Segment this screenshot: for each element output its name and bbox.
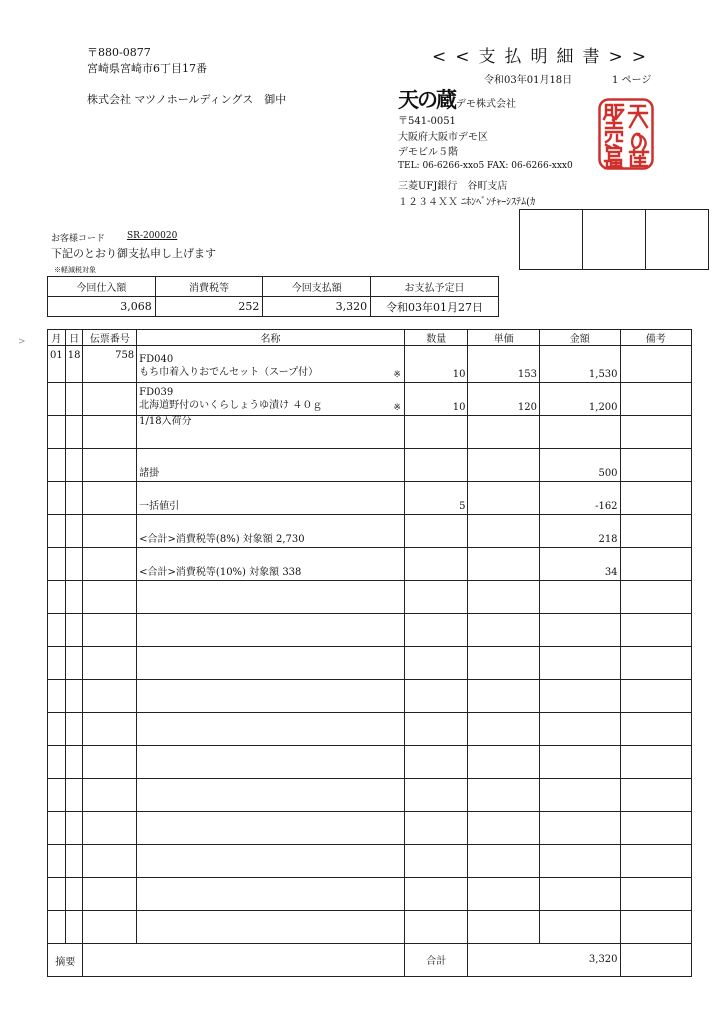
row-item-name: 諸掛	[137, 449, 405, 482]
row-amount	[540, 416, 621, 449]
side-mark: >	[18, 337, 26, 347]
customer-code-label: お客様コード	[51, 234, 106, 244]
row-slip-number	[83, 482, 137, 515]
row-item-code: FD039	[139, 387, 174, 398]
sender-account: １２３４ＸＸ ﾆﾎﾝﾍﾞﾝﾁｬｰｼｽﾃﾑ(ｶ	[398, 197, 536, 208]
payment-message: 下記のとおり御支払申し上げます	[51, 247, 216, 260]
row-day	[65, 449, 83, 482]
row-month	[48, 416, 66, 449]
row-quantity	[404, 548, 468, 581]
row-slip-number: 758	[83, 346, 137, 383]
sender-bank: 三菱UFJ銀行 谷町支店	[398, 181, 508, 192]
row-quantity	[404, 449, 468, 482]
recipient-company: 株式会社 マツノホールディングス 御中	[87, 93, 287, 106]
header-unit-price: 単価	[468, 330, 540, 346]
company-seal-stamp	[598, 98, 654, 170]
empty-row	[48, 647, 692, 680]
row-quantity	[404, 515, 468, 548]
row-item-name: <合計>消費税等(8%) 対象額 2,730	[137, 515, 405, 548]
row-remarks	[620, 482, 691, 515]
row-unit-price	[468, 482, 540, 515]
row-unit-price: 120	[468, 383, 540, 416]
table-row	[48, 449, 692, 482]
row-slip-number	[83, 416, 137, 449]
empty-row	[48, 878, 692, 911]
total-label: 合計	[404, 944, 468, 977]
sender-company: デモ株式会社	[456, 99, 516, 110]
total-remarks	[620, 944, 691, 977]
empty-row	[48, 713, 692, 746]
header-slip-number: 伝票番号	[83, 330, 137, 346]
header-month: 月	[48, 330, 66, 346]
row-remarks	[620, 515, 691, 548]
row-quantity: 10	[404, 383, 468, 416]
reduced-tax-mark: ※	[393, 403, 401, 413]
row-month	[48, 515, 66, 548]
row-month	[48, 548, 66, 581]
empty-row	[48, 746, 692, 779]
tax-amount: 252	[155, 297, 263, 317]
scheduled-payment-date: 令和03年01月27日	[371, 297, 499, 317]
empty-row	[48, 680, 692, 713]
reduced-tax-note: ※軽減税対象	[54, 266, 96, 274]
page-number: 1 ページ	[612, 75, 652, 86]
row-month: 01	[48, 346, 66, 383]
document-title: <<支払明細書>>	[432, 47, 655, 67]
row-month	[48, 449, 66, 482]
row-unit-price	[468, 515, 540, 548]
sender-postal: 〒541-0051	[398, 116, 456, 127]
empty-row	[48, 911, 692, 944]
summary-header: 今回仕入額	[48, 277, 156, 297]
company-logo: 天の蔵	[398, 88, 455, 112]
row-remarks	[620, 449, 691, 482]
empty-row	[48, 812, 692, 845]
row-item-name	[137, 383, 405, 416]
row-item-name	[137, 346, 405, 383]
row-unit-price	[468, 449, 540, 482]
row-amount: -162	[540, 482, 621, 515]
summary-header: 今回支払額	[263, 277, 371, 297]
row-slip-number	[83, 548, 137, 581]
row-month	[48, 482, 66, 515]
row-item-code: 1/18入荷分	[139, 416, 192, 427]
stamp-box	[520, 210, 583, 270]
sender-address2: デモビル５階	[398, 147, 458, 158]
row-quantity: 5	[404, 482, 468, 515]
table-row	[48, 515, 692, 548]
row-day: 18	[65, 346, 83, 383]
row-unit-price: 153	[468, 346, 540, 383]
row-item-description: もち巾着入りおでんセット（スープ付）	[139, 367, 319, 378]
row-remarks	[620, 416, 691, 449]
stamp-box	[646, 210, 709, 270]
row-unit-price	[468, 548, 540, 581]
header-item-name: 名称	[137, 330, 405, 346]
table-row	[48, 416, 692, 449]
total-amount: 3,320	[468, 944, 620, 977]
purchase-amount: 3,068	[48, 297, 156, 317]
payment-amount: 3,320	[263, 297, 371, 317]
recipient-postal: 〒880-0877	[87, 46, 151, 59]
payment-summary	[47, 276, 499, 317]
row-amount: 500	[540, 449, 621, 482]
sender-address1: 大阪府大阪市デモ区	[398, 132, 488, 143]
row-day	[65, 515, 83, 548]
row-month	[48, 383, 66, 416]
row-slip-number	[83, 515, 137, 548]
empty-row	[48, 845, 692, 878]
row-amount: 34	[540, 548, 621, 581]
row-amount: 1,530	[540, 346, 621, 383]
table-row	[48, 482, 692, 515]
row-day	[65, 416, 83, 449]
table-row	[48, 346, 692, 383]
reduced-tax-mark: ※	[393, 370, 401, 380]
row-amount: 1,200	[540, 383, 621, 416]
remarks-value	[83, 944, 404, 977]
empty-row	[48, 614, 692, 647]
empty-row	[48, 581, 692, 614]
approval-stamp-boxes	[519, 209, 709, 270]
row-remarks	[620, 346, 691, 383]
row-remarks	[620, 383, 691, 416]
row-item-name	[137, 416, 405, 449]
table-row	[48, 383, 692, 416]
row-slip-number	[83, 383, 137, 416]
row-item-name: <合計>消費税等(10%) 対象額 338	[137, 548, 405, 581]
header-day: 日	[65, 330, 83, 346]
payment-detail-table	[47, 329, 692, 977]
header-quantity: 数量	[404, 330, 468, 346]
recipient-address: 宮崎県宮崎市6丁目17番	[87, 62, 207, 75]
row-remarks	[620, 548, 691, 581]
row-slip-number	[83, 449, 137, 482]
row-amount: 218	[540, 515, 621, 548]
table-footer	[48, 944, 692, 977]
remarks-label: 摘要	[48, 944, 83, 977]
header-remarks: 備考	[620, 330, 691, 346]
row-unit-price	[468, 416, 540, 449]
document-date: 令和03年01月18日	[484, 75, 573, 86]
sender-tel-fax: TEL: 06-6266-xxo5 FAX: 06-6266-xxx0	[398, 161, 573, 171]
row-item-code: FD040	[139, 354, 174, 365]
row-item-name: 一括値引	[137, 482, 405, 515]
row-day	[65, 548, 83, 581]
summary-header: 消費税等	[155, 277, 263, 297]
customer-code: SR-200020	[127, 231, 178, 241]
summary-header: お支払予定日	[371, 277, 499, 297]
row-day	[65, 383, 83, 416]
empty-row	[48, 779, 692, 812]
stamp-box	[583, 210, 646, 270]
header-amount: 金額	[540, 330, 621, 346]
table-row	[48, 548, 692, 581]
row-quantity: 10	[404, 346, 468, 383]
row-item-description: 北海道野付のいくらしょうゆ漬け ４０ｇ	[139, 400, 323, 411]
row-quantity	[404, 416, 468, 449]
row-day	[65, 482, 83, 515]
